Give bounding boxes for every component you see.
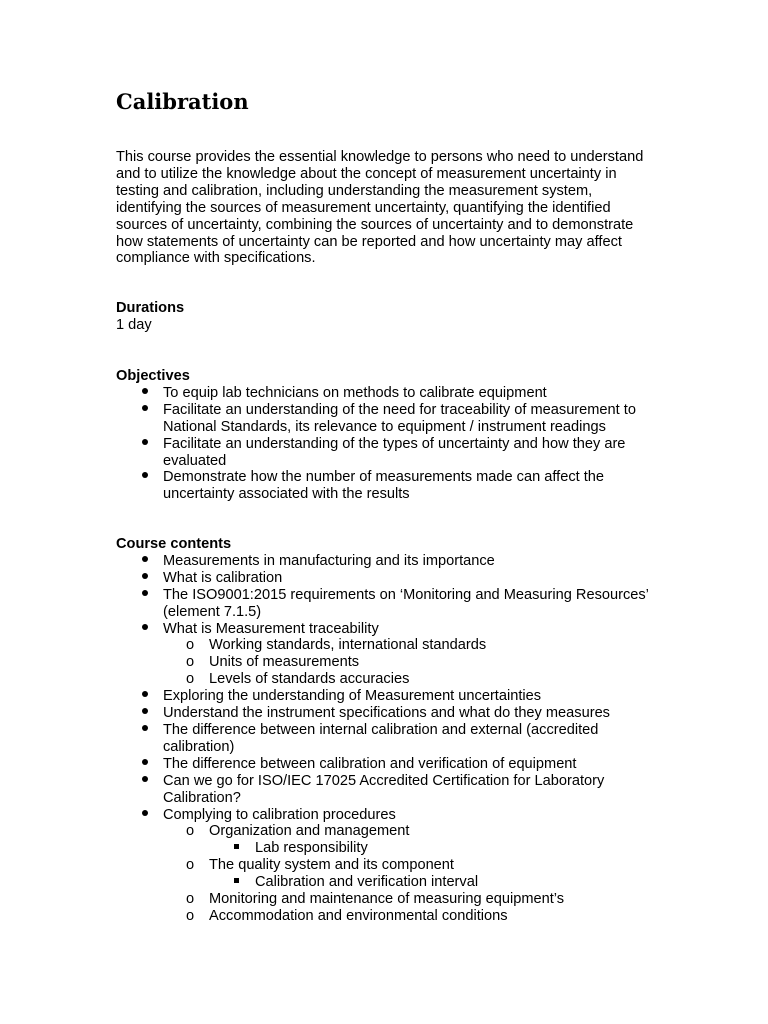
list-item: Facilitate an understanding of the types of uncertainty and how they are evaluated [116, 436, 656, 470]
bullet-icon [140, 688, 150, 705]
circle-bullet-icon: o [185, 907, 195, 924]
sub-list-item: o Levels of standards accuracies [185, 671, 410, 688]
procedures-sublist [163, 823, 656, 924]
intro-section [116, 149, 656, 267]
objectives-list [116, 385, 656, 503]
sub-list-item: o The quality system and its component Calibration and verification interval [163, 857, 656, 891]
durations-value: 1 day [116, 316, 152, 333]
sub-list-item: o Organization and management Lab responsibility [163, 823, 656, 857]
bullet-icon [140, 469, 150, 486]
bullet-icon [140, 705, 150, 722]
square-bullet-icon [231, 840, 241, 857]
circle-bullet-icon: o [185, 671, 195, 688]
sub-sub-list-item: Lab responsibility [209, 840, 656, 857]
traceability-sublist [163, 637, 656, 688]
square-bullet-icon [231, 874, 241, 891]
bullet-icon [140, 436, 150, 453]
list-item: What is Measurement traceability o Working standards, international standards o Units of measurements o Levels of standards accuracies [116, 621, 656, 689]
sub-sub-list-item: Calibration and verification interval [209, 874, 656, 891]
quality-system-sublist [209, 874, 656, 891]
circle-bullet-icon: o [185, 654, 195, 671]
list-item: To equip lab technicians on methods to calibrate equipment [116, 385, 656, 402]
list-item: Can we go for ISO/IEC 17025 Accredited Certification for Laboratory Calibration? [116, 773, 656, 807]
list-item: Complying to calibration procedures o Organization and management Lab responsibility o The quality system and its component Calibration and verification interval o Monitoring and maintenance of measuring equipment’s o Accommodation and environmental conditions [116, 807, 656, 925]
list-item: Understand the instrument specifications and what do they measures [116, 705, 656, 722]
organization-sublist [209, 840, 656, 857]
durations-section [116, 300, 656, 334]
course-contents-list [116, 553, 656, 925]
circle-bullet-icon: o [185, 857, 195, 874]
durations-heading: Durations [116, 300, 185, 316]
bullet-icon [140, 402, 150, 419]
sub-list-item: o Units of measurements [185, 654, 360, 671]
objectives-section [116, 368, 656, 503]
bullet-icon [140, 553, 150, 570]
list-item: Measurements in manufacturing and its importance [116, 553, 656, 570]
bullet-icon [140, 807, 150, 824]
list-item: Demonstrate how the number of measurements made can affect the uncertainty associated with the results [116, 469, 656, 503]
bullet-icon [140, 570, 150, 587]
document-title: Calibration [116, 89, 249, 114]
list-item: Facilitate an understanding of the need for traceability of measurement to National Standards, its relevance to equipment / instrument readings [116, 402, 656, 436]
circle-bullet-icon: o [185, 891, 195, 908]
sub-list-item: o Working standards, international standards [185, 637, 487, 654]
bullet-icon [140, 773, 150, 790]
sub-list-item: o Accommodation and environmental conditions [185, 907, 508, 924]
list-item: The difference between internal calibration and external (accredited calibration) [116, 722, 656, 756]
list-item: What is calibration [116, 570, 656, 587]
list-item: The difference between calibration and verification of equipment [116, 756, 656, 773]
bullet-icon [140, 385, 150, 402]
course-contents-section [116, 536, 656, 925]
circle-bullet-icon: o [185, 823, 195, 840]
sub-list-item: o Monitoring and maintenance of measuring equipment’s [185, 891, 565, 908]
circle-bullet-icon: o [185, 637, 195, 654]
list-item: The ISO9001:2015 requirements on ‘Monitoring and Measuring Resources’ (element 7.1.5) [116, 587, 656, 621]
bullet-icon [140, 621, 150, 638]
intro-paragraph: This course provides the essential knowledge to persons who need to understand and to utilize the knowledge about the concept of measurement uncertainty in testing and calibration, including understanding the measurement system, identifying the sources of measurement uncertainty, quantifying the identified sources of uncertainty, combining the sources of uncertainty and to demonstrate how statements of uncertainty can be reported and how uncertainty may affect compliance with specifications. [116, 149, 644, 267]
bullet-icon [140, 756, 150, 773]
bullet-icon [140, 722, 150, 739]
list-item: Exploring the understanding of Measurement uncertainties [116, 688, 656, 705]
course-contents-heading: Course contents [116, 536, 232, 552]
objectives-heading: Objectives [116, 368, 190, 384]
bullet-icon [140, 587, 150, 604]
